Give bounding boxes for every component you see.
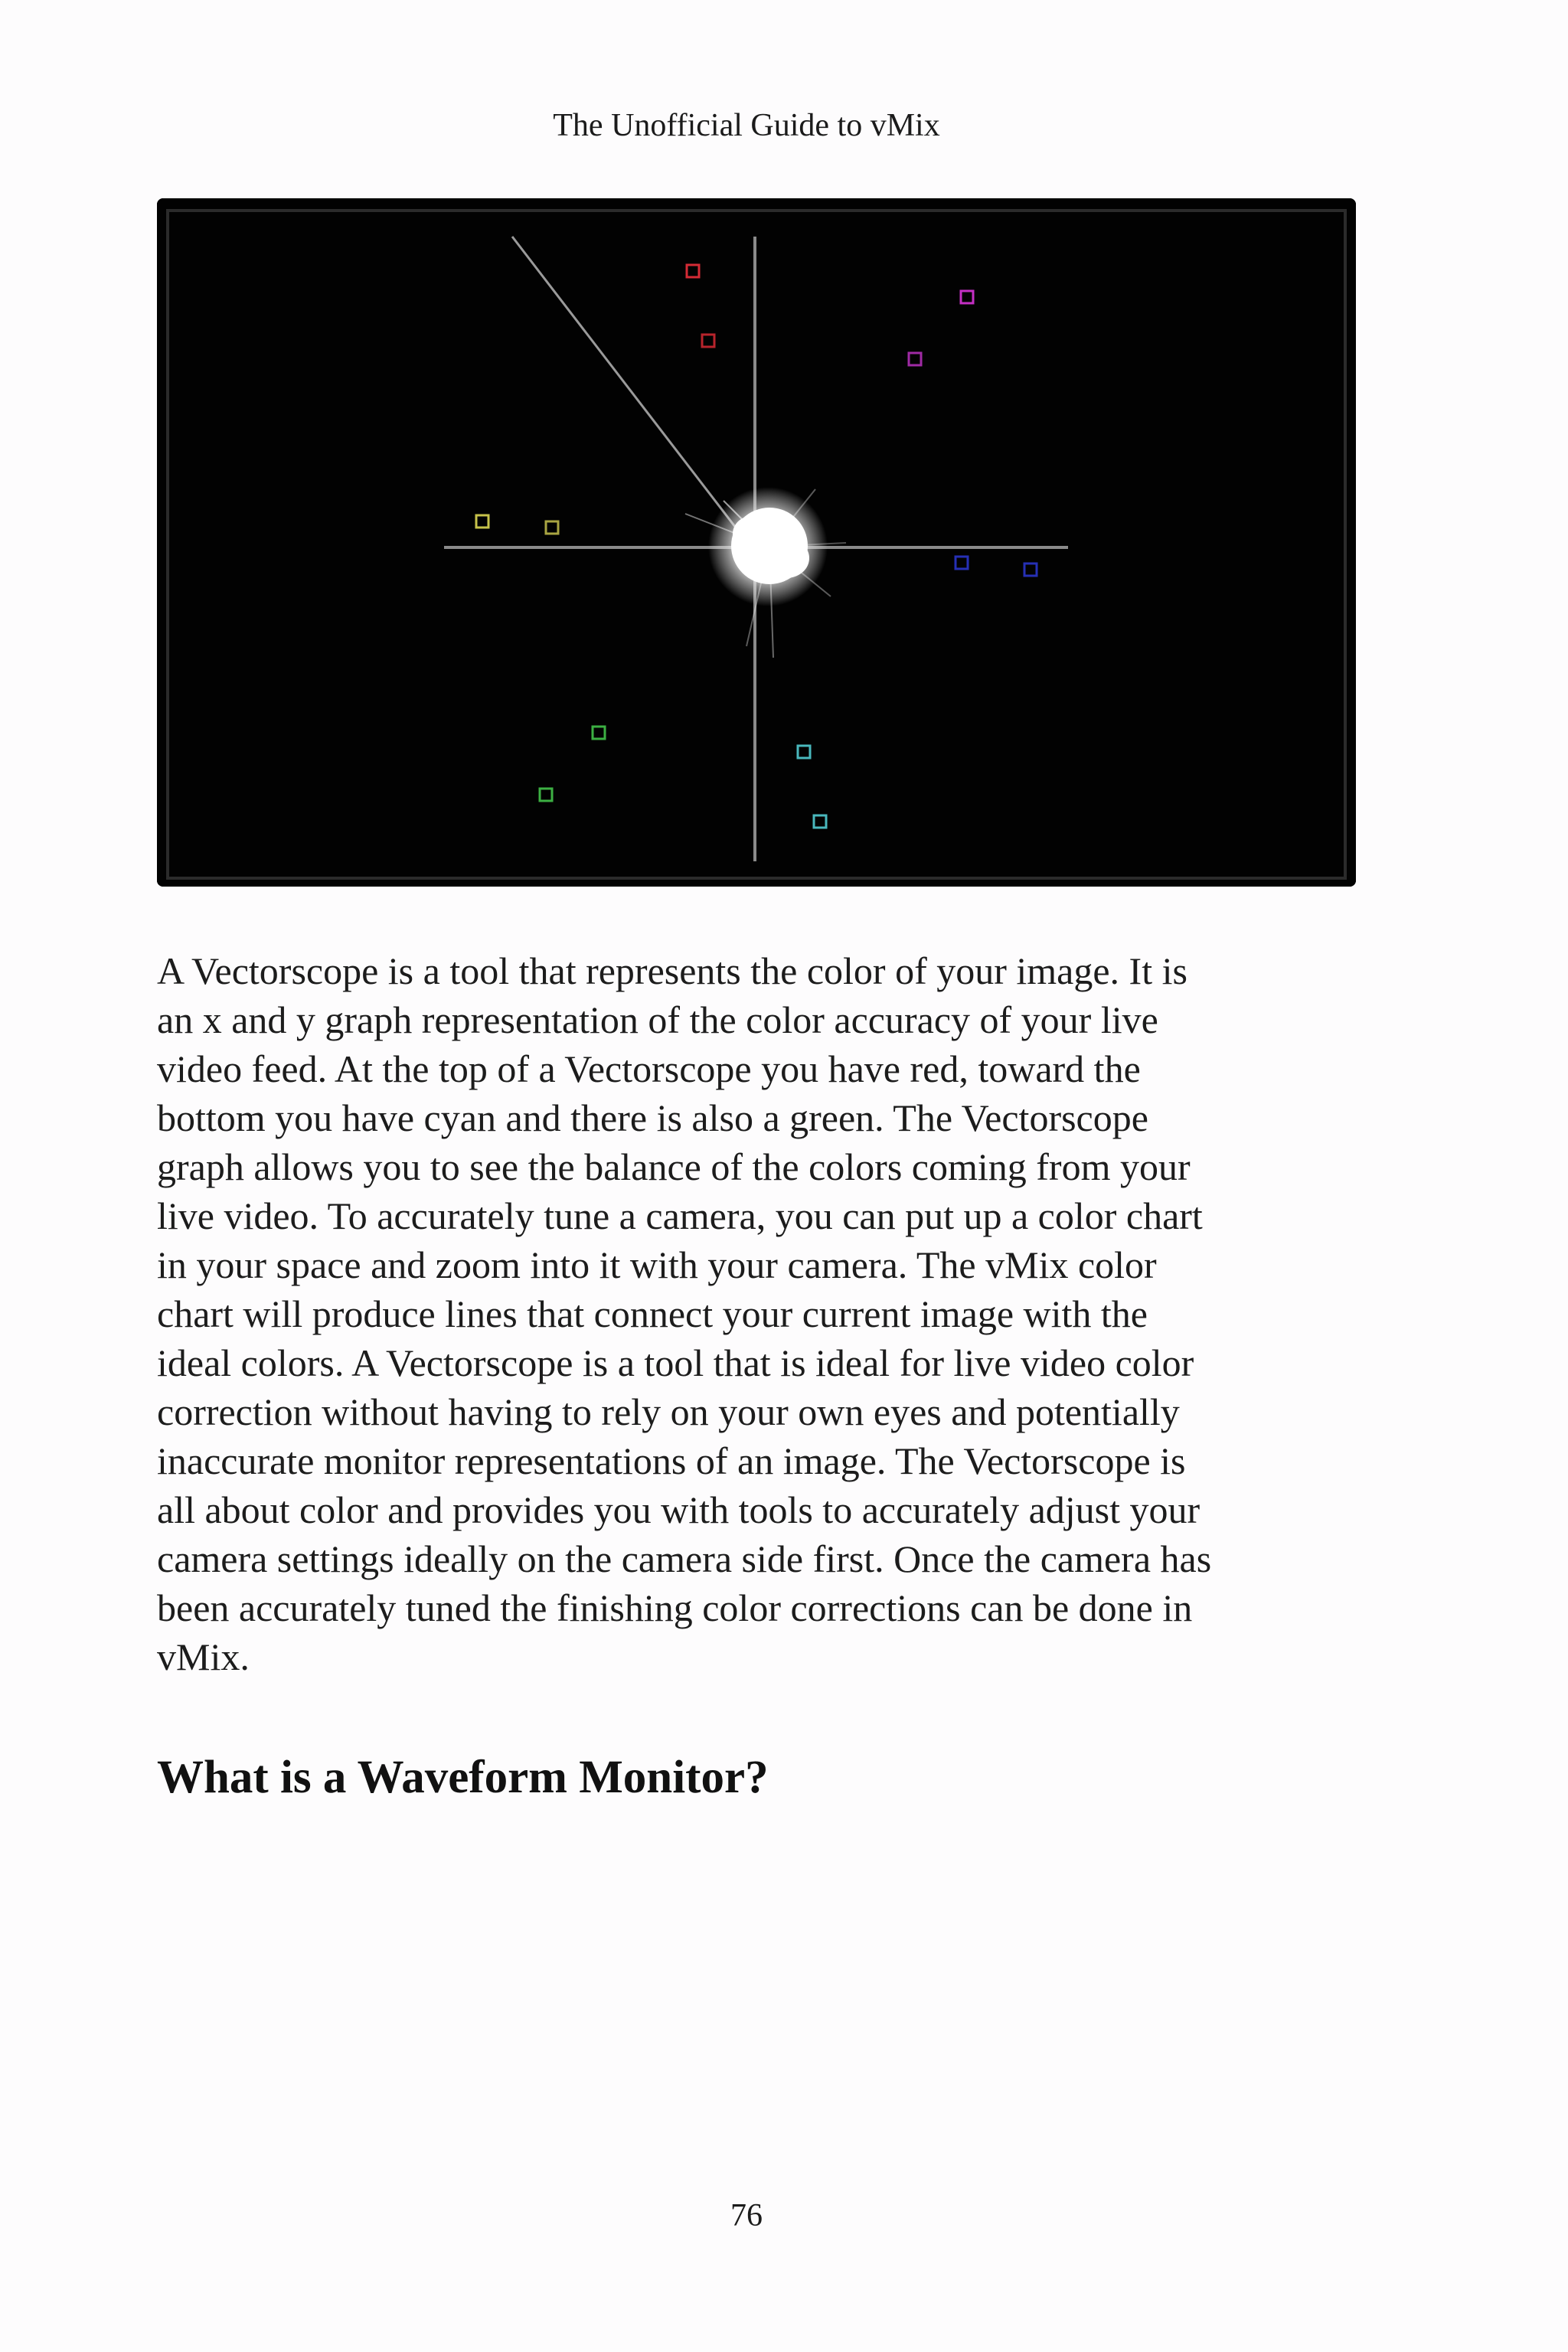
running-header: The Unofficial Guide to vMix: [553, 108, 940, 143]
vectorscope-graph: [157, 198, 1356, 887]
vectorscope-image: [157, 198, 1356, 887]
vectorscope-description: A Vectorscope is a tool that represents the color of your image. It is an x and y graph representation of the color accuracy of your live video feed. At the top of a Vectorscope you have red, toward the bottom you have cyan and there is also a green. The Vectorscope graph allows you to see the balance of the colors coming from your live video. To accurately tune a camera, you can put up a color chart in your space and zoom into it with your camera. The vMix color chart will produce lines that connect your current image with the ideal colors. A Vectorscope is a tool that is ideal for live video color correction without having to rely on your own eyes and potentially inaccurate monitor representations of an image. The Vectorscope is all about color and provides you with tools to accurately adjust your camera settings ideally on the camera side first. Once the camera has been accurately tuned the finishing color corrections can be done in vMix.: [157, 949, 1212, 1678]
section-heading: What is a Waveform Monitor?: [157, 1752, 769, 1803]
page-number: 76: [730, 2198, 763, 2233]
